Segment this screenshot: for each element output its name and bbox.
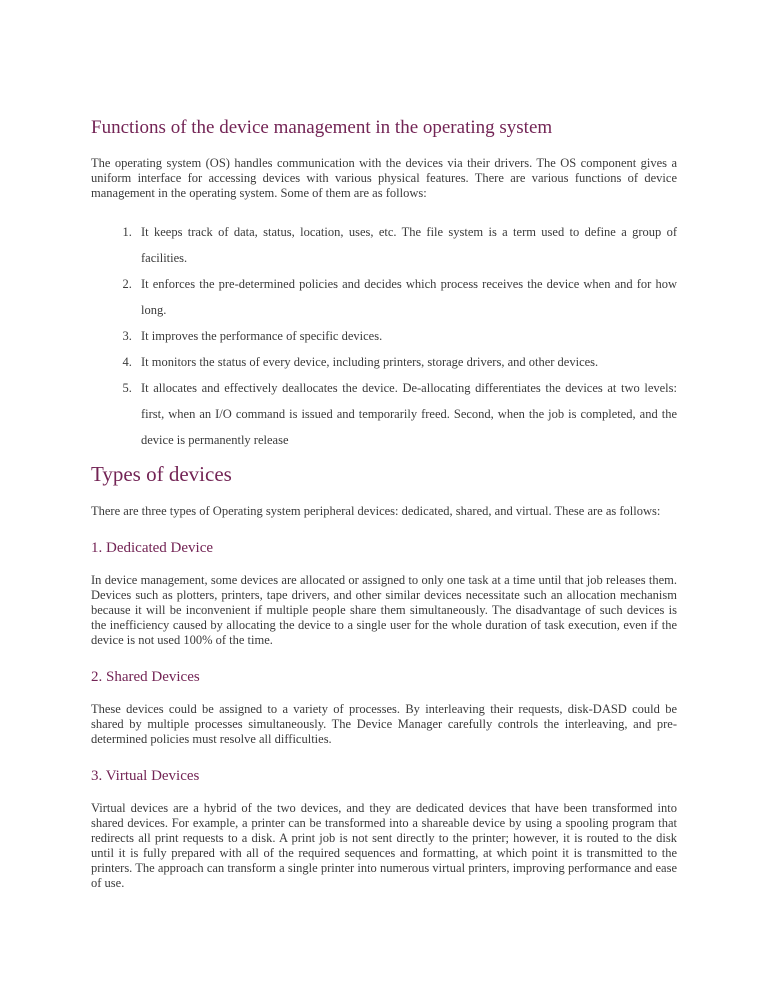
subsection-heading-shared-devices: 2. Shared Devices: [91, 669, 200, 685]
list-item: 3. It improves the performance of specific devices.: [135, 323, 677, 349]
types-intro-paragraph: There are three types of Operating system peripheral devices: dedicated, shared, and virtual. These are as follows:: [91, 504, 661, 518]
section-heading-types-of-devices: Types of devices: [91, 462, 232, 486]
functions-list: [91, 219, 677, 453]
list-item: 1. It keeps track of data, status, location, uses, etc. The file system is a term used to define a group of facilities.: [135, 219, 677, 271]
list-item: 5. It allocates and effectively deallocates the device. De-allocating differentiates the devices at two levels: first, when an I/O command is issued and temporarily freed. Second, when the job is completed, and the device is permanently release: [135, 375, 677, 453]
dedicated-device-paragraph: In device management, some devices are allocated or assigned to only one task at a time until that job releases them. Devices such as plotters, printers, tape drivers, and other similar devices necessitate such an allocation mechanism because it will be inconvenient if multiple people share them simultaneously. The disadvantage of such devices is the inefficiency caused by allocating the device to a single user for the whole duration of task execution, even if the device is not used 100% of the time.: [91, 573, 677, 647]
subsection-heading-virtual-devices: 3. Virtual Devices: [91, 768, 200, 784]
subsection-heading-dedicated-device: 1. Dedicated Device: [91, 540, 214, 556]
virtual-devices-paragraph: Virtual devices are a hybrid of the two devices, and they are dedicated devices that have been transformed into shared devices. For example, a printer can be transformed into a shareable device by using a spooling program that redirects all print requests to a disk. A print job is not sent directly to the printer; however, it is routed to the disk until it is fully prepared with all of the required sequences and formatting, at which point it is transmitted to the printers. The approach can transform a single printer into numerous virtual printers, improving performance and ease of use.: [91, 801, 677, 890]
article-title: Functions of the device management in the operating system: [91, 117, 553, 138]
shared-devices-paragraph: These devices could be assigned to a variety of processes. By interleaving their requests, disk-DASD could be shared by multiple processes simultaneously. The Device Manager carefully controls the interleaving, and pre-determined policies must resolve all difficulties.: [91, 702, 677, 746]
article-intro-paragraph: The operating system (OS) handles communication with the devices via their drivers. The OS component gives a uniform interface for accessing devices with various physical features. There are various functions of device management in the operating system. Some of them are as follows:: [91, 156, 677, 200]
list-item: 4. It monitors the status of every device, including printers, storage drivers, and other devices.: [135, 349, 677, 375]
list-item: 2. It enforces the pre-determined policies and decides which process receives the device when and for how long.: [135, 271, 677, 323]
